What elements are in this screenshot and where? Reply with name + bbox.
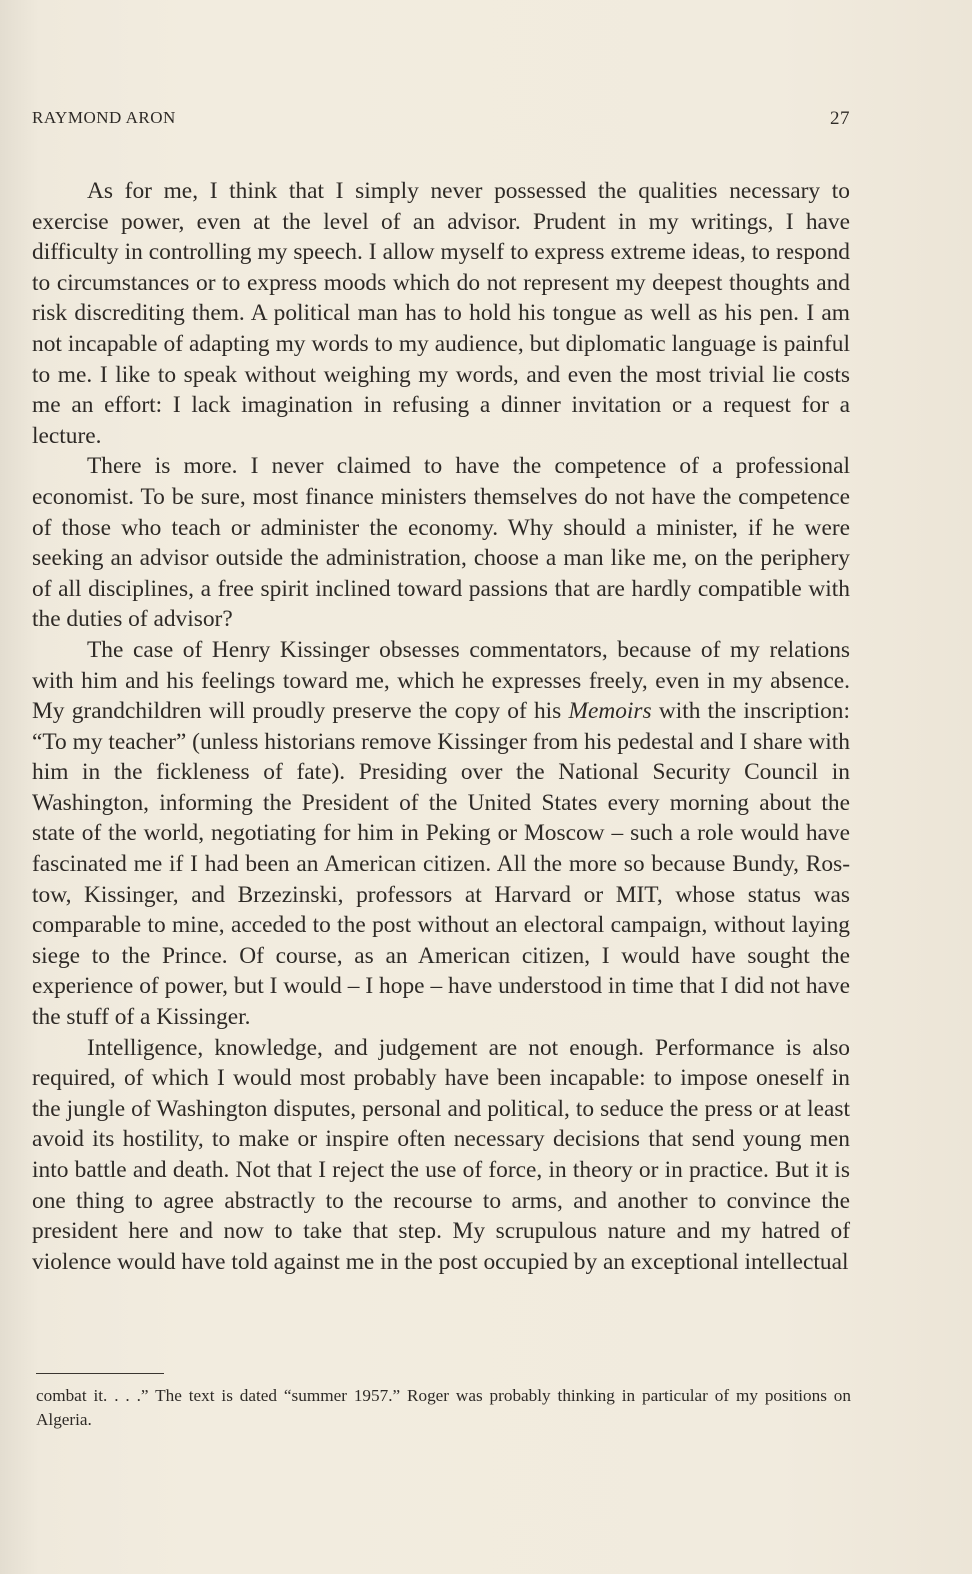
- paragraph-3-text-start: The case of Henry Kissinger obsesses commentators, because of my relations with him and his feelings toward me, which he expresses freely, even in my absence. My grandchildren will proudly preserve the copy of his: [32, 636, 850, 725]
- running-title: RAYMOND ARON: [32, 108, 176, 127]
- paragraph-4: Intelligence, knowledge, and judgement are not enough. Performance is also required, of which I would most probably have been incapable: to impose oneself in the jungle of Washington disputes, personal and political, to seduce the press or at least avoid its hostility, to make or inspire often necessary decisions that send young men into battle and death. Not that I reject the use of force, in theory or in practice. But it is one thing to agree abstractly to the recourse to arms, and another to convince the president here and now to take that step. My scrupulous nature and my hatred of violence would have told against me in the post occupied by an exceptional intellectual: [32, 1034, 850, 1275]
- paragraph-3: [32, 635, 850, 1033]
- memoirs-title: Memoirs: [568, 698, 652, 725]
- paragraph-1: As for me, I think that I simply never possessed the qualities necessary to exercise power, even at the level of an advisor. Prudent in my writings, I have difficulty in controlling my speech. I allow myself to express extreme ideas, to respond to circumstances or to express moods which do not represent my deepest thoughts and risk discrediting them. A political man has to hold his tongue as well as his pen. I am not incapable of adapting my words to my audience, but diplomatic language is painful to me. I like to speak without weighing my words, and even the most trivial lie costs me an effort: I lack imagination in refusing a dinner invitation or a request for a lecture.: [32, 178, 850, 449]
- footnote-text: combat it. . . .” The text is dated “summer 1957.” Roger was probably thinking in particular of my positions on Algeria.: [36, 1386, 851, 1429]
- footnote: [36, 1384, 851, 1432]
- running-head: [32, 108, 850, 132]
- paragraph-2: There is more. I never claimed to have the competence of a professional economist. To be sure, most finance ministers themselves do not have the competence of those who teach or administer the economy. Why should a minister, if he were seeking an advisor outside the administration, choose a man like me, on the periphery of all disciplines, a free spirit inclined toward passions that are hardly compatible with the duties of advisor?: [32, 453, 850, 633]
- paragraph-3-text-end: with the inscription: “To my teacher” (unless historians remove Kissinger from his pedestal and I share with him in the fickleness of fate). Presiding over the National Security Council in Washington, informing the President of the United States every morning about the state of the world, negotiating for him in Peking or Moscow – such a role would have fascinated me if I had been an American citizen. All the more so because Bundy, Rostow, Kissinger, and Brzezinski, professors at Harvard or MIT, whose status was comparable to mine, acceded to the post without an electoral campaign, without laying siege to the Prince. Of course, as an American citizen, I would have sought the experience of power, but I would – I hope – have understood in time that I did not have the stuff of a Kissinger.: [32, 698, 850, 1031]
- body-text: [32, 176, 850, 1277]
- footnote-rule: [36, 1373, 164, 1374]
- page-number: 27: [830, 108, 850, 129]
